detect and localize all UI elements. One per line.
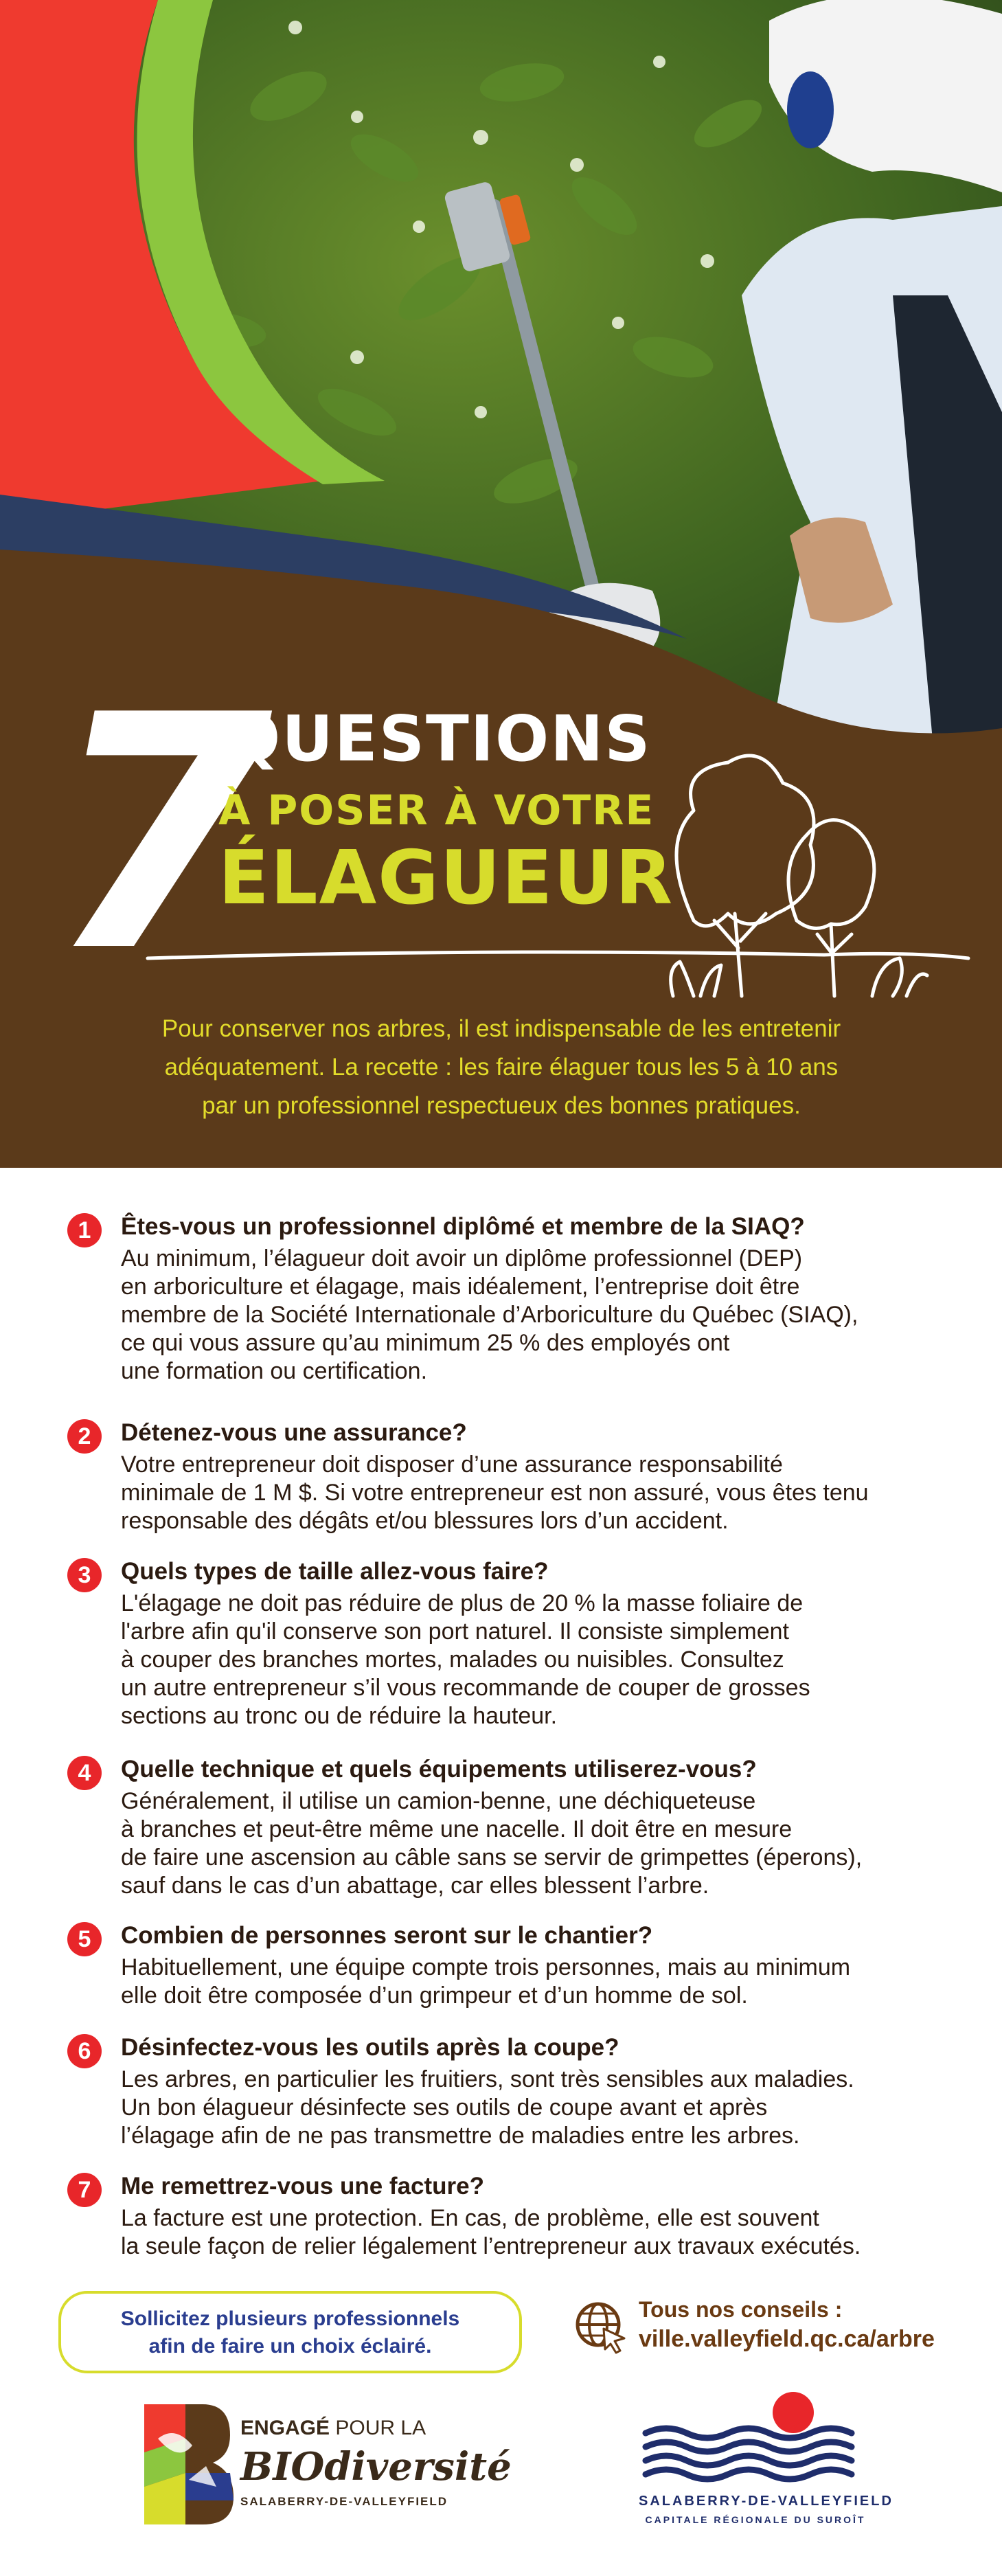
question-answer <box>121 2066 1002 2150</box>
website-label: Tous nos conseils : <box>639 2297 843 2322</box>
logo-pour-la: POUR LA <box>335 2417 426 2439</box>
city-tagline: CAPITALE RÉGIONALE DU SUROÎT <box>645 2514 866 2525</box>
answer-line: sauf dans le cas d’un abattage, car elles blessent l’arbre. <box>121 1873 709 1899</box>
advice-callout <box>58 2291 522 2373</box>
number-badge: 1 <box>67 1213 102 1247</box>
city-name: SALABERRY-DE-VALLEYFIELD <box>639 2494 893 2509</box>
hero-banner <box>0 0 1002 1168</box>
answer-line: Votre entrepreneur doit disposer d’une assurance responsabilité <box>121 1451 783 1478</box>
number-badge: 7 <box>67 2173 102 2207</box>
answer-line: sections au tronc ou de réduire la hauteur. <box>121 1703 558 1729</box>
answer-line: L'élagage ne doit pas réduire de plus de 20 % la masse foliaire de <box>121 1590 804 1616</box>
biodiversite-logo <box>137 2397 512 2535</box>
answer-line: l'arbre afin qu'il conserve son port naturel. Il consiste simplement <box>121 1618 790 1645</box>
question-title: Combien de personnes seront sur le chantier? <box>121 1922 653 1949</box>
question-answer <box>121 1954 1002 2010</box>
intro-paragraph <box>82 1010 920 1125</box>
logo-engage-text <box>240 2417 426 2440</box>
title-questions: QUESTIONS <box>227 702 652 776</box>
answer-line: Un bon élagueur désinfecte ses outils de coupe avant et après <box>121 2094 768 2121</box>
question-title: Quels types de taille allez-vous faire? <box>121 1558 549 1585</box>
number-badge: 2 <box>67 1419 102 1454</box>
answer-line: elle doit être composée d’un grimpeur et d’un homme de sol. <box>121 1982 748 2009</box>
title-a-poser: À POSER À VOTRE <box>218 787 655 835</box>
logo-engage-word: ENGAGÉ <box>240 2417 330 2439</box>
answer-line: Au minimum, l’élagueur doit avoir un diplôme professionnel (DEP) <box>121 1245 803 1272</box>
answer-line: un autre entrepreneur s’il vous recommande de couper de grosses <box>121 1675 810 1701</box>
answer-line: en arboriculture et élagage, mais idéalement, l’entreprise doit être <box>121 1274 800 1300</box>
logo-city-name: SALABERRY-DE-VALLEYFIELD <box>240 2495 448 2508</box>
title-elagueur: ÉLAGUEUR <box>218 835 674 921</box>
answer-line: La facture est une protection. En cas, de problème, elle est souvent <box>121 2205 819 2231</box>
valleyfield-emblem <box>639 2391 872 2494</box>
globe-cursor-icon <box>573 2300 628 2355</box>
website-link[interactable] <box>573 2294 958 2370</box>
number-badge: 6 <box>67 2034 102 2068</box>
question-title: Désinfectez-vous les outils après la coupe? <box>121 2034 619 2061</box>
intro-line: adéquatement. La recette : les faire élaguer tous les 5 à 10 ans <box>164 1054 839 1081</box>
answer-line: Les arbres, en particulier les fruitiers, sont très sensibles aux maladies. <box>121 2066 854 2092</box>
answer-line: membre de la Société Internationale d’Arboriculture du Québec (SIAQ), <box>121 1302 858 1328</box>
valleyfield-logo <box>639 2391 893 2542</box>
answer-line: l’élagage afin de ne pas transmettre de maladies entre les arbres. <box>121 2123 800 2149</box>
question-answer <box>121 2204 1002 2261</box>
biodiversite-emblem <box>137 2397 234 2528</box>
number-badge: 3 <box>67 1558 102 1592</box>
answer-line: Généralement, il utilise un camion-benne, une déchiqueteuse <box>121 1788 756 1814</box>
intro-line: par un professionnel respectueux des bonnes pratiques. <box>202 1092 801 1119</box>
question-title: Quelle technique et quels équipements utiliserez-vous? <box>121 1756 757 1783</box>
question-answer <box>121 1787 1002 1900</box>
answer-line: minimale de 1 M $. Si votre entrepreneur est non assuré, vous êtes tenu <box>121 1480 869 1506</box>
answer-line: de faire une ascension au câble sans se servir de grimpettes (éperons), <box>121 1844 863 1871</box>
intro-line: Pour conserver nos arbres, il est indispensable de les entretenir <box>161 1015 841 1042</box>
answer-line: responsable des dégâts et/ou blessures lors d’un accident. <box>121 1508 729 1534</box>
logo-biodiversite-word: BIOdiversité <box>240 2444 512 2489</box>
answer-line: Habituellement, une équipe compte trois personnes, mais au minimum <box>121 1954 851 1980</box>
website-url[interactable]: ville.valleyfield.qc.ca/arbre <box>639 2326 935 2352</box>
callout-line: afin de faire un choix éclairé. <box>148 2335 432 2358</box>
question-answer <box>121 1451 1002 1535</box>
number-badge: 4 <box>67 1756 102 1790</box>
question-answer <box>121 1245 1002 1386</box>
callout-line: Sollicitez plusieurs professionnels <box>120 2307 460 2330</box>
question-title: Me remettrez-vous une facture? <box>121 2173 485 2200</box>
question-answer <box>121 1590 1002 1730</box>
number-badge: 5 <box>67 1922 102 1956</box>
question-title: Détenez-vous une assurance? <box>121 1419 467 1446</box>
answer-line: à couper des branches mortes, malades ou nuisibles. Consultez <box>121 1647 784 1673</box>
answer-line: à branches et peut-être même une nacelle. Il doit être en mesure <box>121 1816 793 1842</box>
answer-line: ce qui vous assure qu’au minimum 25 % des employés ont <box>121 1330 730 1356</box>
title-numeral: 7 <box>48 646 266 1022</box>
answer-line: une formation ou certification. <box>121 1358 428 1384</box>
question-title: Êtes-vous un professionnel diplômé et membre de la SIAQ? <box>121 1213 805 1240</box>
answer-line: la seule façon de relier légalement l’entrepreneur aux travaux exécutés. <box>121 2233 861 2259</box>
